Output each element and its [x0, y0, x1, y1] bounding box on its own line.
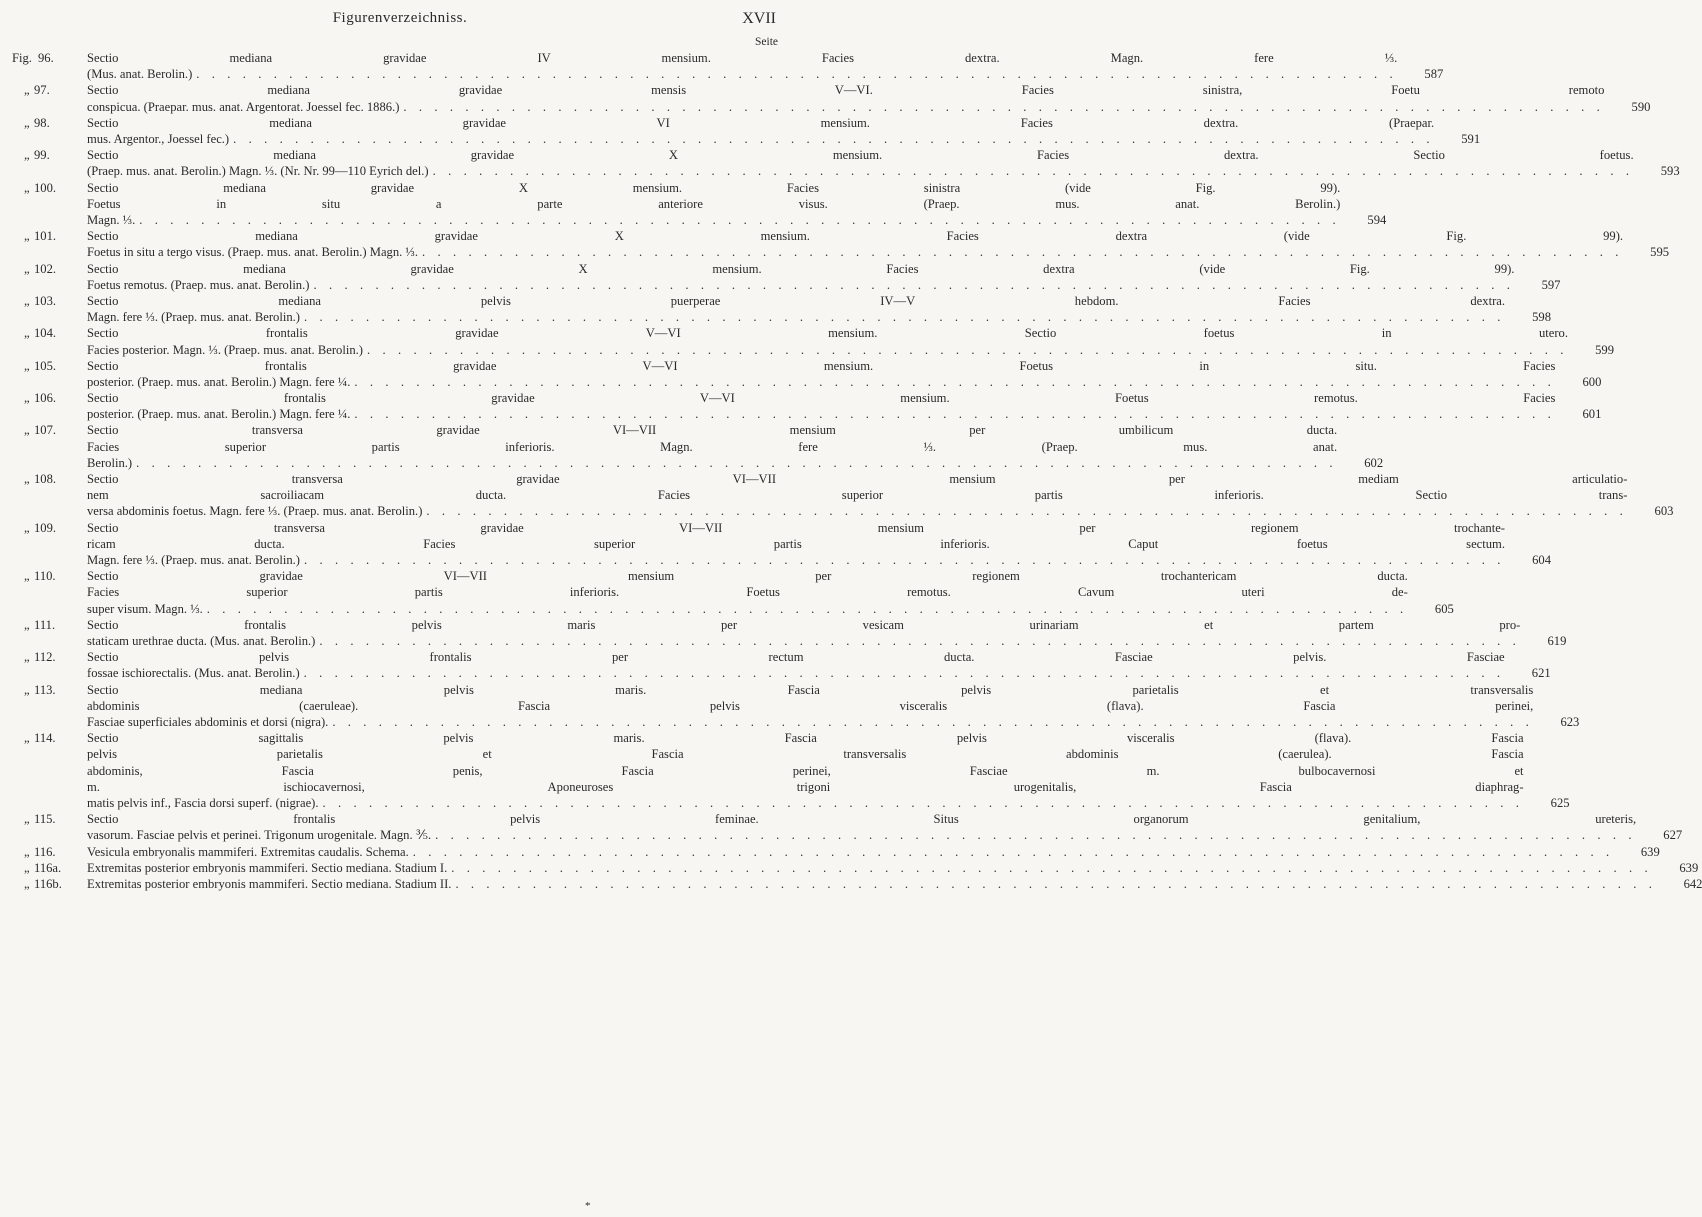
figure-prefix: „: [24, 472, 30, 487]
figure-prefix: „: [24, 569, 30, 584]
figure-entry: [12, 811, 1683, 843]
figure-number: 109.: [34, 520, 57, 535]
description-text: Berolin.): [87, 455, 133, 470]
figure-label: [12, 617, 87, 633]
description-line: Sectio gravidae VI—VII mensium per regionem trochantericam ducta.: [87, 569, 1408, 584]
figure-prefix: „: [24, 229, 30, 244]
description-text: versa abdominis foetus. Magn. fere ⅓. (Praep. mus. anat. Berolin.): [87, 504, 423, 519]
description-last-line: [87, 633, 1520, 649]
figure-description: [87, 811, 1642, 843]
figure-number: 99.: [34, 148, 50, 163]
description-last-line: [87, 876, 1656, 892]
leader-dots: [132, 455, 1337, 471]
description-text: posterior. (Praep. mus. anat. Berolin.) Magn. fere ¼.: [87, 407, 351, 422]
figure-description: [87, 82, 1610, 114]
figure-label: [12, 844, 87, 860]
description-last-line: [87, 244, 1623, 260]
figure-entry: [12, 147, 1680, 179]
figure-entry: [12, 876, 1702, 892]
description-text: Magn. fere ⅓. (Praep. mus. anat. Berolin.): [87, 553, 300, 568]
description-line: Sectio mediana gravidae VI mensium. Facies dextra. (Praepar.: [87, 115, 1435, 130]
description-line: Facies superior partis inferioris. Magn. fere ⅓. (Praep. mus. anat.: [87, 439, 1338, 454]
description-line: Sectio frontalis pelvis feminae. Situs organorum genitalium, ureteris,: [87, 812, 1637, 827]
description-last-line: [87, 455, 1337, 471]
figure-prefix: Fig.: [12, 51, 32, 65]
figure-number: 107.: [34, 423, 57, 438]
figure-entry: [12, 860, 1699, 876]
figure-label: [12, 568, 87, 584]
leader-dots: [399, 99, 1604, 115]
leader-dots: [350, 374, 1555, 390]
figure-entry: [12, 115, 1481, 147]
figure-entry: [12, 682, 1580, 731]
figure-prefix: „: [24, 293, 30, 308]
description-text: super visum. Magn. ⅓.: [87, 601, 203, 616]
figure-entry: [12, 422, 1384, 471]
figure-description: [87, 682, 1539, 731]
figure-label: [12, 471, 87, 487]
figure-description: [87, 228, 1629, 260]
figure-entry: [12, 325, 1614, 357]
description-line: Sectio mediana gravidae X mensium. Facies dextra (vide Fig. 99).: [87, 261, 1515, 276]
figure-entry: [12, 390, 1602, 422]
figure-description: [87, 115, 1440, 147]
figure-prefix: „: [24, 650, 30, 665]
figure-label: [12, 811, 87, 827]
description-last-line: [87, 163, 1634, 179]
description-last-line: [87, 844, 1614, 860]
description-text: Foetus remotus. (Praep. mus. anat. Berolin.): [87, 277, 310, 292]
leader-dots: [203, 601, 1408, 617]
leader-dots: [418, 244, 1623, 260]
figure-description: [87, 390, 1561, 422]
figure-description: [87, 50, 1403, 82]
figure-description: [87, 180, 1346, 229]
figure-description: [87, 730, 1530, 811]
leader-dots: [328, 714, 1533, 730]
figure-label: [12, 115, 87, 131]
leader-dots: [192, 66, 1397, 82]
description-text: Foetus in situ a tergo visus. (Praep. mus. anat. Berolin.) Magn. ⅓.: [87, 245, 419, 260]
description-last-line: [87, 212, 1340, 228]
figure-prefix: „: [24, 682, 30, 697]
figure-number: 108.: [34, 472, 57, 487]
description-text: Vesicula embryonalis mammiferi. Extremitas caudalis. Schema.: [87, 844, 409, 859]
leader-dots: [429, 163, 1634, 179]
figure-label: [12, 520, 87, 536]
figure-prefix: „: [24, 520, 30, 535]
figure-prefix: „: [24, 358, 30, 373]
figure-prefix: „: [24, 844, 30, 859]
figure-label: [12, 180, 87, 196]
description-line: Sectio transversa gravidae VI—VII mensium per mediam articulatio-: [87, 472, 1628, 487]
description-line: Sectio frontalis gravidae V—VI mensium. Foetus remotus. Facies: [87, 391, 1556, 406]
description-last-line: [87, 309, 1505, 325]
description-line: m. ischiocavernosi, Aponeuroses trigoni urogenitalis, Fascia diaphrag-: [87, 779, 1524, 794]
running-title: Figurenverzeichniss.: [332, 10, 468, 26]
figure-description: [87, 617, 1526, 649]
figure-number: 115.: [34, 812, 56, 827]
page-ref: 604: [1532, 553, 1551, 568]
page-ref: 625: [1550, 795, 1570, 810]
description-line: nem sacroiliacam ducta. Facies superior partis inferioris. Sectio trans-: [87, 488, 1628, 503]
figure-description: [87, 325, 1574, 357]
description-line: ricam ducta. Facies superior partis inferioris. Caput foetus sectum.: [87, 536, 1505, 551]
figure-number: 116a.: [34, 860, 62, 875]
figure-description: [87, 844, 1620, 860]
figure-prefix: „: [24, 391, 30, 406]
figure-number: 111.: [34, 617, 56, 632]
figure-label: [12, 876, 87, 892]
figure-number: 106.: [34, 391, 57, 406]
description-text: Extremitas posterior embryonis mammiferi. Sectio mediana. Stadium II.: [87, 876, 452, 891]
description-text: matis pelvis inf., Fascia dorsi superf. (nigrae).: [87, 795, 319, 810]
description-last-line: [87, 99, 1604, 115]
description-line: Sectio mediana gravidae X mensium. Facies sinistra (vide Fig. 99).: [87, 180, 1341, 195]
figure-number: 114.: [34, 731, 56, 746]
figure-number: 101.: [34, 229, 57, 244]
description-line: abdominis (caeruleae). Fascia pelvis visceralis (flava). Fascia perinei,: [87, 698, 1534, 713]
description-last-line: [87, 714, 1533, 730]
figure-prefix: „: [24, 148, 30, 163]
figure-label: [12, 682, 87, 698]
page-ref: 602: [1364, 455, 1384, 470]
description-text: Magn. fere ⅓. (Praep. mus. anat. Berolin.): [87, 310, 300, 325]
figure-list: [12, 50, 1702, 892]
page-ref: 590: [1631, 99, 1651, 114]
description-last-line: [87, 552, 1505, 568]
description-line: Sectio transversa gravidae VI—VII mensium per regionem trochante-: [87, 520, 1505, 535]
leader-dots: [409, 844, 1614, 860]
leader-dots: [447, 860, 1652, 876]
figure-description: [87, 876, 1662, 892]
description-line: Sectio mediana gravidae X mensium. Facies dextra. Sectio foetus.: [87, 148, 1634, 163]
description-line: abdominis, Fascia penis, Fascia perinei, Fasciae m. bulbocavernosi et: [87, 763, 1524, 778]
figure-number: 116.: [34, 844, 56, 859]
figure-entry: [12, 730, 1570, 811]
figure-label: [12, 358, 87, 374]
description-last-line: [87, 406, 1555, 422]
description-line: Sectio pelvis frontalis per rectum ducta. Fasciae pelvis. Fasciae: [87, 650, 1505, 665]
description-line: Sectio sagittalis pelvis maris. Fascia pelvis visceralis (flava). Fascia: [87, 731, 1524, 746]
page-ref: 594: [1367, 212, 1387, 227]
description-line: Sectio transversa gravidae VI—VII mensium per umbilicum ducta.: [87, 423, 1338, 438]
page-column-label: Seite: [755, 36, 778, 48]
figure-number: 96.: [38, 51, 54, 65]
leader-dots: [300, 309, 1505, 325]
figure-entry: [12, 844, 1660, 860]
description-line: Sectio frontalis gravidae V—VI mensium. Foetus in situ. Facies: [87, 358, 1556, 373]
figure-number: 100.: [34, 180, 57, 195]
page-ref: 598: [1532, 310, 1551, 325]
description-line: Sectio mediana gravidae X mensium. Facies dextra (vide Fig. 99).: [87, 229, 1624, 244]
leader-dots: [135, 212, 1340, 228]
figure-description: [87, 520, 1511, 569]
figure-number: 97.: [34, 83, 50, 98]
figure-label: [12, 325, 87, 341]
page-ref: 601: [1582, 407, 1602, 422]
figure-entry: [12, 228, 1670, 260]
figure-entry: [12, 50, 1444, 82]
description-text: posterior. (Praep. mus. anat. Berolin.) Magn. fere ¼.: [87, 374, 351, 389]
leader-dots: [431, 827, 1636, 843]
figure-number: 113.: [34, 682, 56, 697]
leader-dots: [451, 876, 1656, 892]
figure-number: 103.: [34, 293, 57, 308]
description-last-line: [87, 860, 1652, 876]
page-ref: 603: [1654, 504, 1674, 519]
description-text: staticam urethrae ducta. (Mus. anat. Berolin.): [87, 633, 316, 648]
figure-number: 105.: [34, 358, 57, 373]
figure-prefix: „: [24, 83, 30, 98]
figure-number: 112.: [34, 650, 56, 665]
description-text: Magn. ⅓.: [87, 212, 136, 227]
leader-dots: [300, 552, 1505, 568]
description-line: Sectio frontalis gravidae V—VI mensium. Sectio foetus in utero.: [87, 326, 1568, 341]
footer-mark: *: [585, 1200, 591, 1212]
leader-dots: [422, 503, 1627, 519]
description-line: Foetus in situ a parte anteriore visus. (Praep. mus. anat. Berolin.): [87, 196, 1341, 211]
description-text: (Mus. anat. Berolin.): [87, 67, 193, 82]
figure-prefix: „: [24, 876, 30, 891]
page-ref: 605: [1434, 601, 1454, 616]
page-ref: 587: [1424, 67, 1444, 82]
figure-prefix: „: [24, 180, 30, 195]
description-text: Facies posterior. Magn. ⅓. (Praep. mus. anat. Berolin.): [87, 342, 363, 357]
description-last-line: [87, 827, 1636, 843]
figure-entry: [12, 568, 1454, 617]
figure-prefix: „: [24, 326, 30, 341]
figure-description: [87, 568, 1414, 617]
figure-description: [87, 293, 1511, 325]
figure-description: [87, 471, 1633, 520]
description-line: pelvis parietalis et Fascia transversalis abdominis (caerulea). Fascia: [87, 747, 1524, 762]
description-last-line: [87, 277, 1514, 293]
description-line: Sectio mediana pelvis maris. Fascia pelvis parietalis et transversalis: [87, 682, 1534, 697]
figure-number: 104.: [34, 326, 57, 341]
page-ref: 642: [1683, 876, 1702, 891]
figure-label: [12, 293, 87, 309]
description-last-line: [87, 665, 1505, 681]
figure-label: [12, 860, 87, 876]
description-line: Sectio frontalis pelvis maris per vesicam urinariam et partem pro-: [87, 617, 1521, 632]
figure-label: [12, 261, 87, 277]
figure-entry: [12, 82, 1651, 114]
figure-prefix: „: [24, 860, 30, 875]
page-ref: 591: [1461, 131, 1481, 146]
leader-dots: [350, 406, 1555, 422]
description-last-line: [87, 601, 1408, 617]
figure-entry: [12, 649, 1551, 681]
description-line: Sectio mediana gravidae IV mensium. Facies dextra. Magn. fere ⅓.: [87, 51, 1398, 65]
figure-prefix: „: [24, 261, 30, 276]
figure-description: [87, 261, 1520, 293]
figure-label: [12, 730, 87, 746]
description-last-line: [87, 66, 1397, 82]
leader-dots: [315, 633, 1520, 649]
figure-label: [12, 50, 87, 66]
figure-number: 110.: [34, 569, 56, 584]
description-line: Facies superior partis inferioris. Foetus remotus. Cavum uteri de-: [87, 585, 1408, 600]
page-ref: 639: [1640, 844, 1660, 859]
figure-entry: [12, 293, 1551, 325]
page-header: [0, 10, 800, 32]
page-ref: 600: [1582, 374, 1602, 389]
figure-description: [87, 358, 1561, 390]
description-line: Sectio mediana pelvis puerperae IV—V hebdom. Facies dextra.: [87, 293, 1505, 308]
description-text: conspicua. (Praepar. mus. anat. Argentorat. Joessel fec. 1886.): [87, 99, 400, 114]
description-line: Sectio mediana gravidae mensis V—VI. Facies sinistra, Foetu remoto: [87, 83, 1605, 98]
figure-description: [87, 422, 1343, 471]
page-ref: 593: [1660, 164, 1680, 179]
page-ref: 623: [1560, 714, 1580, 729]
figure-number: 98.: [34, 115, 50, 130]
description-text: (Praep. mus. anat. Berolin.) Magn. ⅓. (Nr. Nr. 99—110 Eyrich del.): [87, 164, 429, 179]
figure-entry: [12, 261, 1561, 293]
page-ref: 597: [1541, 277, 1561, 292]
page-ref: 595: [1650, 245, 1670, 260]
figure-prefix: „: [24, 423, 30, 438]
figure-entry: [12, 617, 1567, 649]
leader-dots: [229, 131, 1434, 147]
page-ref: 599: [1595, 342, 1614, 357]
figure-description: [87, 860, 1658, 876]
figure-number: 116b.: [34, 876, 62, 891]
figure-description: [87, 649, 1511, 681]
figure-label: [12, 228, 87, 244]
figure-prefix: „: [24, 731, 30, 746]
figure-prefix: „: [24, 115, 30, 130]
page-ref: 627: [1663, 828, 1683, 843]
leader-dots: [319, 795, 1524, 811]
description-last-line: [87, 503, 1627, 519]
figure-label: [12, 649, 87, 665]
figure-label: [12, 390, 87, 406]
description-text: fossae ischiorectalis. (Mus. anat. Berolin.): [87, 666, 300, 681]
figure-entry: [12, 180, 1387, 229]
description-last-line: [87, 131, 1434, 147]
figure-entry: [12, 520, 1551, 569]
figure-description: [87, 147, 1640, 179]
description-text: Extremitas posterior embryonis mammiferi. Sectio mediana. Stadium I.: [87, 860, 448, 875]
figure-label: [12, 147, 87, 163]
leader-dots: [309, 277, 1514, 293]
figure-prefix: „: [24, 617, 30, 632]
description-text: vasorum. Fasciae pelvis et perinei. Trigonum urogenitale. Magn. ⅗.: [87, 828, 432, 843]
description-last-line: [87, 795, 1524, 811]
page-ref: 619: [1547, 633, 1567, 648]
page-number: XVII: [742, 10, 776, 27]
figure-number: 102.: [34, 261, 57, 276]
figure-label: [12, 82, 87, 98]
figure-label: [12, 422, 87, 438]
description-last-line: [87, 374, 1555, 390]
description-text: mus. Argentor., Joessel fec.): [87, 131, 230, 146]
description-text: Fasciae superficiales abdominis et dorsi (nigra).: [87, 714, 329, 729]
leader-dots: [363, 342, 1568, 358]
figure-prefix: „: [24, 812, 30, 827]
figure-entry: [12, 471, 1674, 520]
page-ref: 639: [1679, 860, 1699, 875]
figure-entry: [12, 358, 1602, 390]
leader-dots: [300, 665, 1505, 681]
description-last-line: [87, 342, 1568, 358]
page-ref: 621: [1531, 666, 1551, 681]
